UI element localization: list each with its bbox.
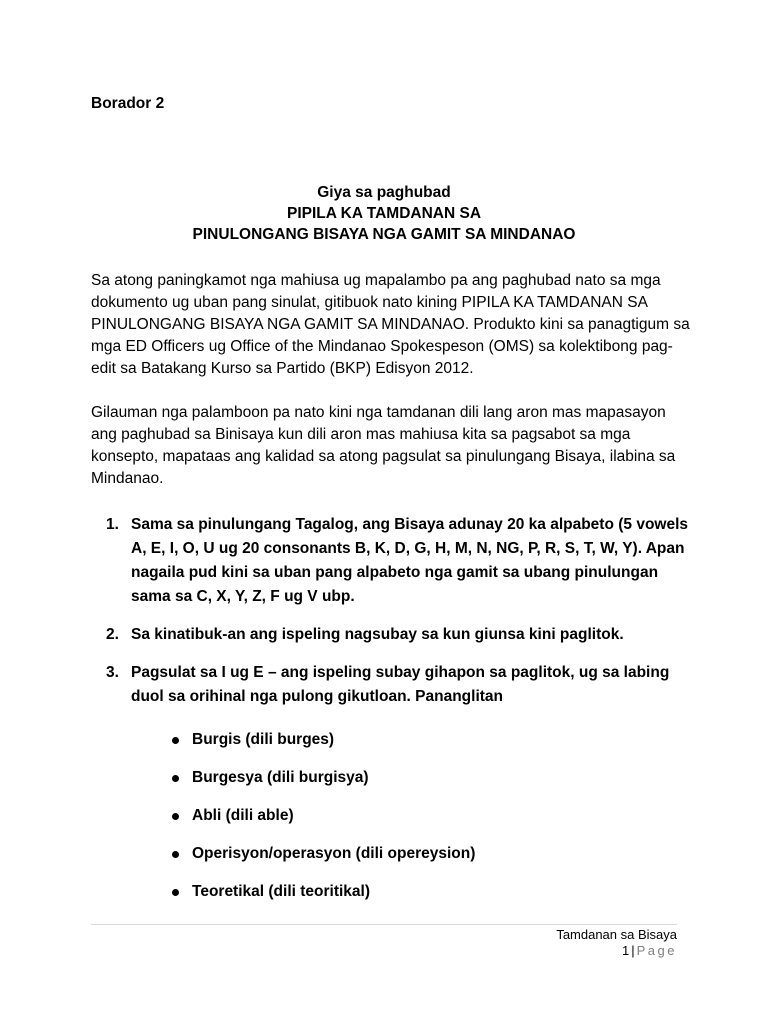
bullet-icon <box>172 889 179 896</box>
bullet-icon <box>172 775 179 782</box>
example-text: Burgesya (dili burgisya) <box>192 769 369 786</box>
rule-number: 3. <box>106 664 119 681</box>
rule-text: Sa kinatibuk-an ang ispeling nagsubay sa kun giunsa kini paglitok. <box>131 626 624 643</box>
title-line-1: Giya sa paghubad <box>317 184 451 201</box>
example-item <box>170 766 475 790</box>
example-item <box>170 804 475 828</box>
rule-item <box>91 513 691 609</box>
bullet-icon <box>172 813 179 820</box>
bullet-icon <box>172 737 179 744</box>
rule-number: 1. <box>106 516 119 533</box>
bullet-icon <box>172 851 179 858</box>
purpose-paragraph: Gilauman nga palamboon pa nato kini nga tamdanan dili lang aron mas mapasayon ang paghubad sa Binisaya kun dili aron mas mahiusa kita sa pagsabot sa mga konsepto, mapataas ang kalidad sa atong pagsulat sa pinulungang Bisaya, ilabina sa Mindanao. <box>91 404 676 487</box>
footer-page-number <box>622 943 677 958</box>
rule-number: 2. <box>106 626 119 643</box>
intro-paragraph: Sa atong paningkamot nga mahiusa ug mapalambo pa ang paghubad nato sa mga dokumento ug uban pang sinulat, gitibuok nato kining PIPILA KA TAMDANAN SA PINULONGANG BISAYA NGA GAMIT SA MINDANAO. Produkto kini sa panagtigum sa mga ED Officers ug Office of the Mindanao Spokespeson (OMS) sa kolektibong pag-edit sa Batakang Kurso sa Partido (BKP) Edisyon 2012. <box>91 272 690 377</box>
title-line-2: PIPILA KA TAMDANAN SA <box>286 205 482 222</box>
rule-text: Sama sa pinulungang Tagalog, ang Bisaya adunay 20 ka alpabeto (5 vowels A, E, I, O, U ug 20 consonants B, K, D, G, H, M, N, NG, P, R, S, T, W, Y). Apan nagaila pud kini sa uban pang alpabeto nga gamit sa ubang pinulungan sama sa C, X, Y, Z, F ug V ubp. <box>131 516 689 605</box>
page-number: 1 <box>622 943 630 958</box>
examples-list <box>170 728 475 918</box>
example-item <box>170 842 475 866</box>
example-text: Burgis (dili burges) <box>192 731 335 748</box>
example-item <box>170 728 475 752</box>
document-title <box>91 182 677 245</box>
example-text: Operisyon/operasyon (dili opereysion) <box>192 845 476 862</box>
draft-label: Borador 2 <box>91 95 165 112</box>
footer-title: Tamdanan sa Bisaya <box>556 927 677 942</box>
footer-divider <box>91 924 677 925</box>
example-text: Abli (dili able) <box>192 807 294 824</box>
rule-text: Pagsulat sa I ug E – ang ispeling subay gihapon sa paglitok, ug sa labing duol sa orihinal nga pulong gikutloan. Pananglitan <box>131 664 670 705</box>
example-text: Teoretikal (dili teoritikal) <box>192 883 371 900</box>
page-separator: | <box>631 943 635 958</box>
page-word: Page <box>636 943 677 958</box>
rule-item <box>91 661 691 709</box>
title-line-3: PINULONGANG BISAYA NGA GAMIT SA MINDANAO <box>192 226 576 243</box>
rules-list <box>91 513 691 723</box>
rule-item <box>91 623 691 647</box>
example-item <box>170 880 475 904</box>
